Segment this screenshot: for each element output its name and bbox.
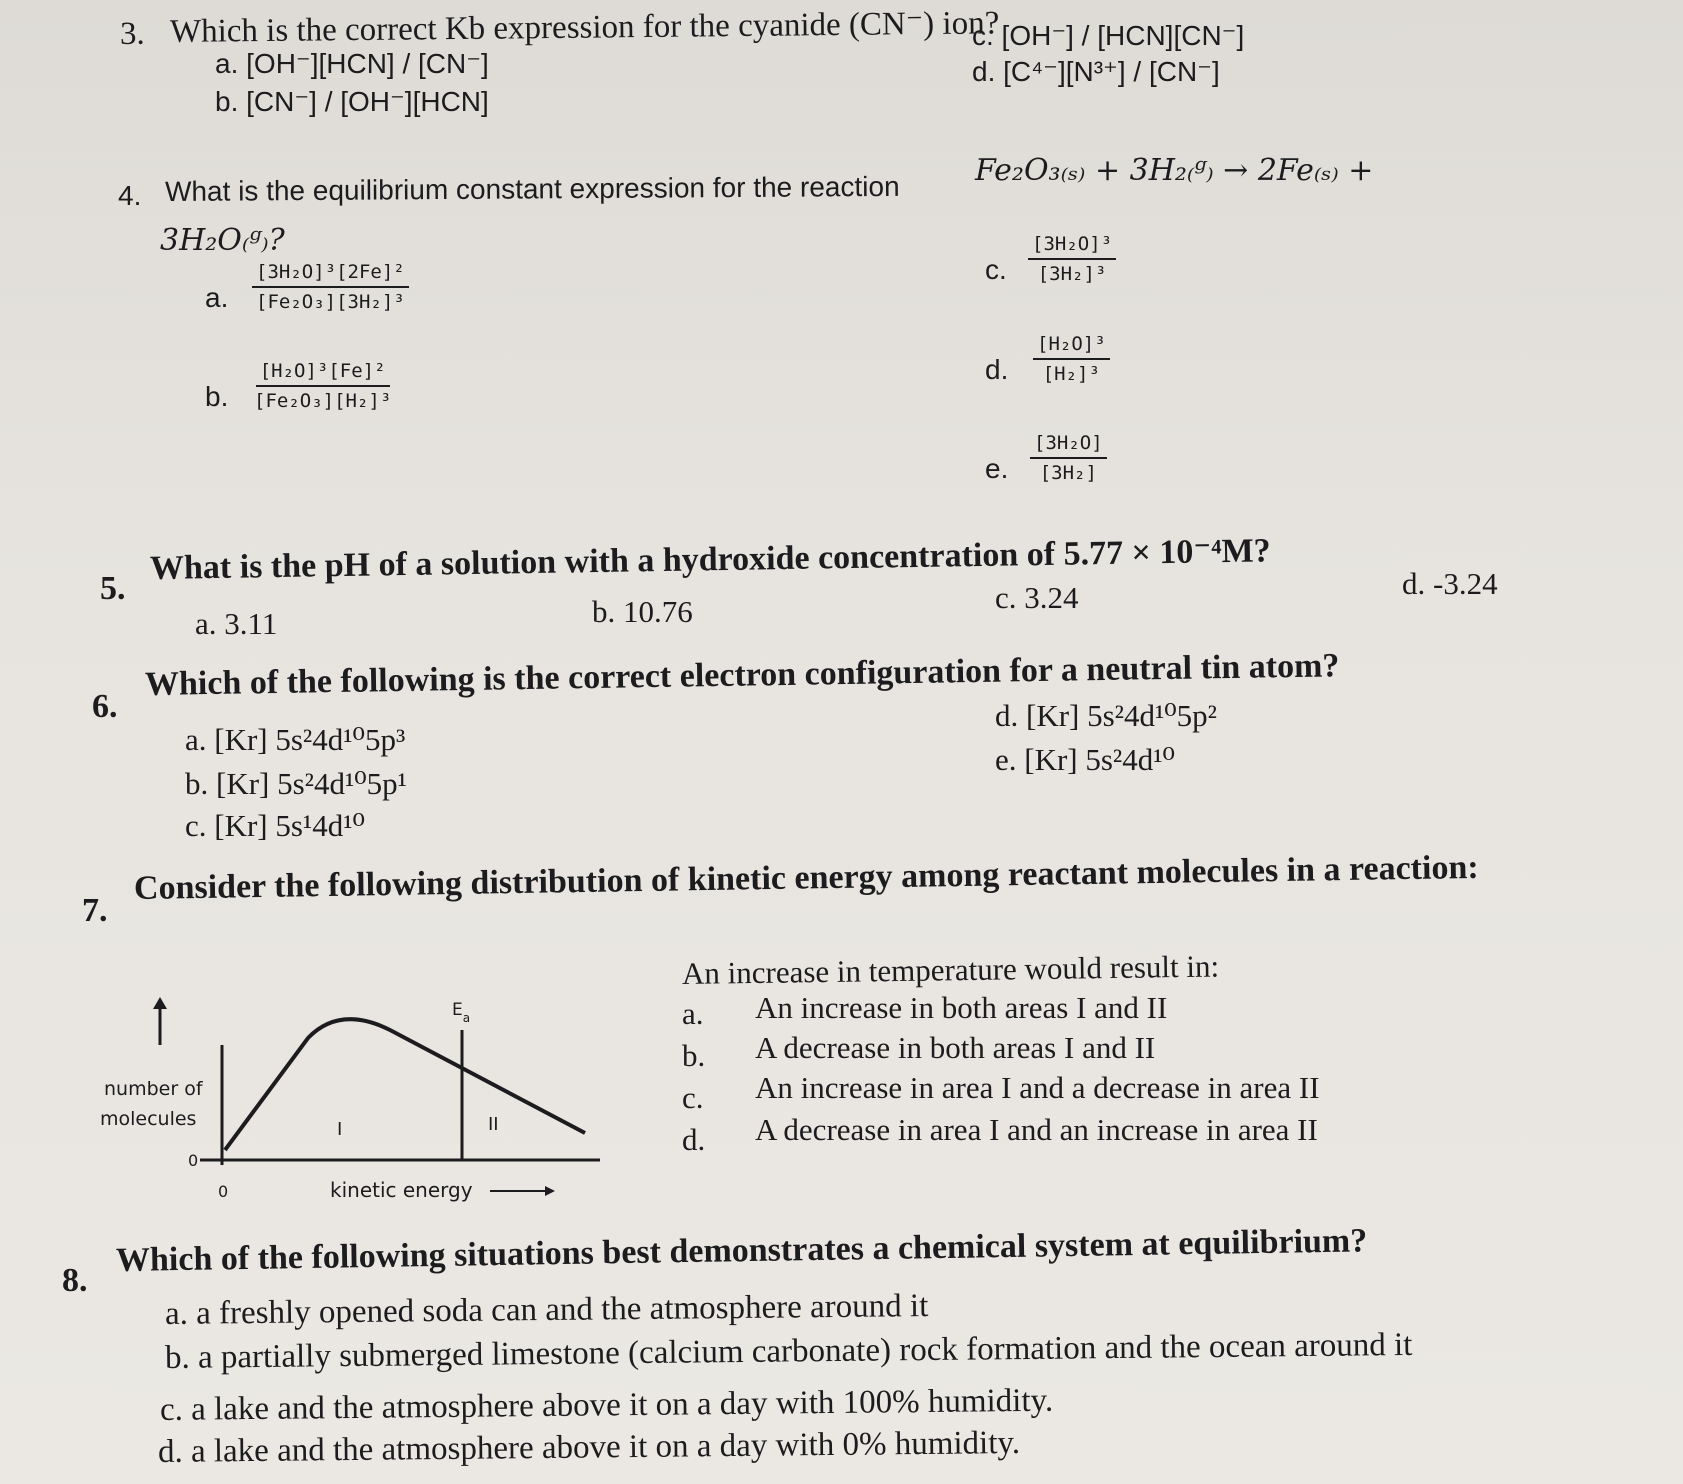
q8-option-a: a. a freshly opened soda can and the atmosphere around it (164, 1288, 929, 1332)
q4-option-d-denominator: [H₂]³ (1042, 362, 1100, 385)
q4-option-a-numerator: [3H₂O]³[2Fe]² (252, 262, 409, 288)
q4-number: 4. (118, 180, 142, 211)
q4-reaction: Fe₂O₃₍ₛ₎ + 3H₂₍ᵍ₎ → 2Fe₍ₛ₎ + (975, 153, 1374, 188)
q7-option-d-label: d. (682, 1122, 706, 1157)
q3-stem: Which is the correct Kb expression for the cyanide (CN⁻) ion? (169, 5, 1000, 50)
q4-option-d-numerator: [H₂O]³ (1033, 334, 1110, 360)
q4-reaction-cont: 3H₂O₍ᵍ₎? (160, 223, 285, 258)
q3-number: 3. (120, 16, 145, 52)
y-axis-label-line2: molecules (100, 1108, 197, 1130)
q6-number: 6. (92, 688, 118, 725)
activation-energy-symbol: E (452, 1000, 463, 1020)
y-axis-label-line1: number of (104, 1078, 203, 1100)
q6-option-a: a. [Kr] 5s²4d¹⁰5p³ (185, 722, 406, 757)
x-axis-label-arrowhead (545, 1186, 555, 1196)
q5-option-d: d. -3.24 (1402, 566, 1498, 601)
energy-distribution-curve (225, 1019, 585, 1150)
q4-option-c-numerator: [3H₂O]³ (1028, 234, 1116, 260)
q5-option-b: b. 10.76 (592, 594, 693, 629)
q7-prompt: An increase in temperature would result in: (681, 948, 1220, 991)
q6-option-d: d. [Kr] 5s²4d¹⁰5p² (995, 698, 1217, 733)
q5-option-c: c. 3.24 (995, 580, 1079, 615)
q7-option-c: An increase in area I and a decrease in area II (755, 1070, 1320, 1105)
x-origin-label: 0 (218, 1182, 229, 1201)
q7-option-a: An increase in both areas I and II (755, 990, 1168, 1025)
q4-option-b-fraction (250, 361, 395, 412)
q7-option-a-label: a. (682, 996, 704, 1031)
q4-option-c-label: c. (985, 254, 1007, 285)
q4-option-e-denominator: [3H₂] (1039, 461, 1097, 484)
x-axis-label: kinetic energy (330, 1178, 473, 1202)
q4-option-e-label: e. (985, 453, 1009, 484)
q4-option-e-fraction (1030, 433, 1107, 484)
q7-number: 7. (82, 892, 108, 929)
q3-option-a: a. [OH⁻][HCN] / [CN⁻] (215, 48, 489, 79)
q8-option-c: c. a lake and the atmosphere above it on a day with 100% humidity. (159, 1382, 1054, 1428)
q4-option-c-fraction (1028, 234, 1116, 285)
q4-option-c-denominator: [3H₂]³ (1037, 262, 1107, 285)
q5-option-a: a. 3.11 (195, 606, 278, 641)
q3-option-b: b. [CN⁻] / [OH⁻][HCN] (215, 86, 489, 117)
q8-option-d: d. a lake and the atmosphere above it on a day with 0% humidity. (157, 1424, 1021, 1470)
activation-energy-label (452, 1000, 470, 1025)
q7-option-b: A decrease in both areas I and II (755, 1030, 1156, 1065)
q5-stem: What is the pH of a solution with a hydroxide concentration of 5.77 × 10⁻⁴M? (149, 532, 1271, 587)
q6-option-e: e. [Kr] 5s²4d¹⁰ (995, 742, 1175, 777)
q4-option-e-numerator: [3H₂O] (1030, 433, 1107, 459)
q4-option-b-denominator: [Fe₂O₃][H₂]³ (254, 389, 392, 412)
area-one-label: I (337, 1119, 343, 1140)
q6-stem: Which of the following is the correct electron configuration for a neutral tin atom? (144, 647, 1340, 703)
q6-option-b: b. [Kr] 5s²4d¹⁰5p¹ (185, 766, 407, 801)
q5-number: 5. (100, 570, 126, 607)
q4-option-d-fraction (1033, 334, 1110, 385)
q6-option-c: c. [Kr] 5s¹4d¹⁰ (185, 808, 365, 843)
q4-option-b-numerator: [H₂O]³[Fe]² (256, 361, 390, 387)
kinetic-energy-distribution-figure (90, 965, 650, 1215)
q4-option-d-label: d. (985, 354, 1009, 385)
activation-energy-subscript: a (462, 1011, 471, 1025)
q4-option-a-fraction (252, 262, 409, 313)
q3-option-c: c. [OH⁻] / [HCN][CN⁻] (972, 20, 1245, 51)
q8-number: 8. (62, 1262, 88, 1299)
y-origin-label: 0 (188, 1151, 199, 1170)
q4-option-b-label: b. (205, 381, 229, 412)
y-axis-arrowhead (153, 997, 167, 1009)
area-two-label: II (488, 1114, 499, 1135)
q7-option-c-label: c. (682, 1080, 704, 1115)
q7-stem: Consider the following distribution of kinetic energy among reactant molecules in a reaction: (133, 848, 1479, 907)
q3-option-d: d. [C⁴⁻][N³⁺] / [CN⁻] (972, 56, 1220, 87)
q7-option-b-label: b. (682, 1038, 706, 1073)
q4-stem: What is the equilibrium constant expression for the reaction (164, 170, 900, 207)
q7-option-d: A decrease in area I and an increase in area II (755, 1112, 1318, 1147)
q8-option-b: b. a partially submerged limestone (calcium carbonate) rock formation and the ocean around it (164, 1326, 1413, 1376)
q8-stem: Which of the following situations best demonstrates a chemical system at equilibrium? (115, 1222, 1368, 1279)
q4-option-a-label: a. (205, 282, 229, 313)
q4-option-a-denominator: [Fe₂O₃][3H₂]³ (256, 290, 405, 313)
